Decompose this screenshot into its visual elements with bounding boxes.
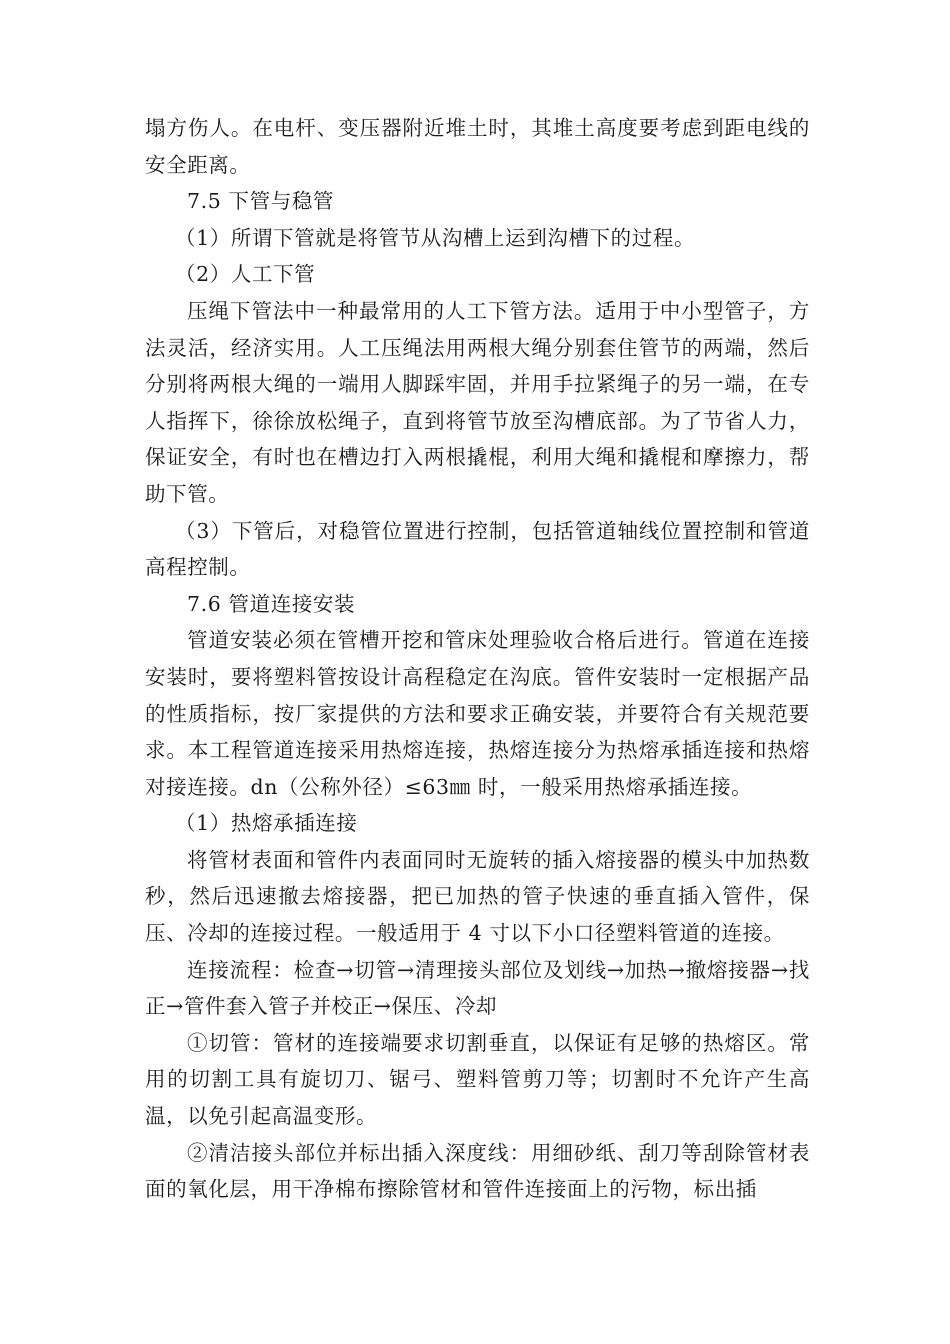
list-item-2: （2）人工下管 [175,262,316,287]
list-item-3: （3）下管后，对稳管位置进行控制，包括管道轴线位置控制和管道高程控制。 [145,518,810,580]
section-heading-7-5: 7.5 下管与稳管 [187,189,335,214]
paragraph-cleaning: ②清洁接头部位并标出插入深度线：用细砂纸、刮刀等刮除管材表面的氧化层，用干净棉布擦除管材和管件连接面上的污物，标出插 [145,1140,810,1202]
list-item-hot-melt-socket: （1）热熔承插连接 [175,811,358,836]
paragraph-manual-lowering: 压绳下管法中一种最常用的人工下管方法。适用于中小型管子，方法灵活，经济实用。人工压绳法用两根大绳分别套住管节的两端，然后分别将两根大绳的一端用人脚踩牢固，并用手拉紧绳子的另一端，在专人指挥下，徐徐放松绳子，直到将管节放至沟槽底部。为了节省人力，保证安全，有时也在槽边打入两根撬棍，利用大绳和撬棍和摩擦力，帮助下管。 [145,298,810,506]
paragraph-hot-melt-process: 将管材表面和管件内表面同时无旋转的插入熔接器的模头中加热数秒，然后迅速撤去熔接器，把已加热的管子快速的垂直插入管件，保压、冷却的连接过程。一般适用于 4 寸以下小口径塑料管道的连接。 [145,847,810,946]
paragraph-pipe-installation: 管道安装必须在管槽开挖和管床处理验收合格后进行。管道在连接安装时，要将塑料管按设计高程稳定在沟底。管件安装时一定根据产品的性质指标，按厂家提供的方法和要求正确安装，并要符合有关规范要求。本工程管道连接采用热熔连接，热熔连接分为热熔承插连接和热熔对接连接。dn（公称外径）≤63㎜ 时，一般采用热熔承插连接。 [145,628,810,799]
section-heading-7-6: 7.6 管道连接安装 [187,591,356,616]
document-page [145,110,810,1208]
paragraph-connection-flow: 连接流程：检查→切管→清理接头部位及划线→加热→撤熔接器→找正→管件套入管子并校正→保压、冷却 [145,957,810,1019]
paragraph-continuation: 塌方伤人。在电杆、变压器附近堆土时，其堆土高度要考虑到距电线的安全距离。 [145,116,810,177]
list-item-1: （1）所谓下管就是将管节从沟槽上运到沟槽下的过程。 [175,225,696,250]
paragraph-cutting: ①切管：管材的连接端要求切割垂直，以保证有足够的热熔区。常用的切割工具有旋切刀、锯弓、塑料管剪刀等；切割时不允许产生高温，以免引起高温变形。 [145,1030,810,1129]
